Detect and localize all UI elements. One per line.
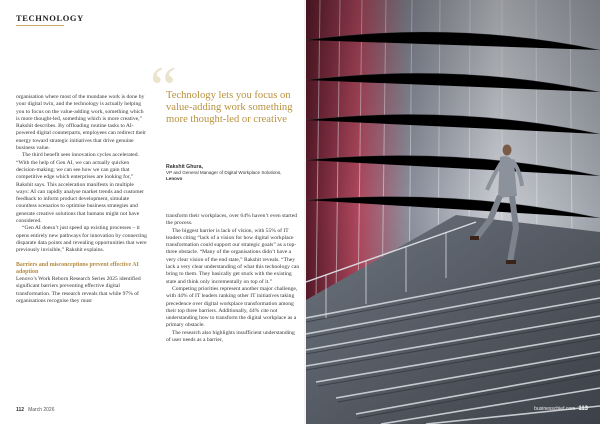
- spine-gutter: [304, 0, 308, 424]
- page-number-left: 112: [16, 407, 25, 413]
- footer-left: [16, 407, 54, 413]
- paragraph: The biggest barrier is lack of vision, with 55% of IT leaders citing “lack of a vision for how digital workplace transformation could support our strategic goals” as a top-three obstacle. “Many of the organisations didn’t have a very clear vision of the end state,” Rakshit reveals. “They lack a very clear understanding of what this technology can bring to them. They basically get stuck with the existing state and think only incrementally on top of it.”: [166, 227, 300, 285]
- pull-quote: Technology lets you focus on value-adding work something more thought-led or creative: [166, 90, 293, 126]
- website: businesschief.com: [534, 406, 576, 412]
- attribution-title: VP and General Manager of Digital Workplace Solutions,: [166, 170, 282, 175]
- article-column-1: [16, 94, 148, 305]
- paragraph: transform their workplaces, over 64% haven’t even started the process.: [166, 213, 297, 227]
- quote-mark-icon: “: [150, 55, 177, 121]
- footer-right: [534, 406, 588, 412]
- man-climbing-stairs-photo: [306, 0, 600, 424]
- quote-attribution: [166, 164, 306, 182]
- article-column-2: [166, 213, 300, 344]
- page-number-right: 113: [578, 406, 588, 412]
- paragraph: The third benefit sees innovation cycles accelerated. “With the help of Gen AI, we can actually quicken decision-making; we can see how we can gain that competitive edge which enterprises are looking for,” Rakshit says. This acceleration manifests in multiple ways: AI can rapidly analyse market trends and customer feedback to inform product development, simulate countless scenarios to optimise business strategies and generate creative solutions that humans might not have considered.: [16, 152, 144, 225]
- header-rule: [16, 25, 64, 26]
- paragraph: The research also highlights insufficient understanding of user needs as a barrier,: [166, 329, 295, 344]
- attribution-company: Lenovo: [166, 176, 183, 181]
- paragraph: “Gen AI doesn’t just speed up existing processes – it opens entirely new pathways for innovation by connecting disparate data points and revealing opportunities that were previously invisible,” Rakshit explains.: [16, 225, 147, 254]
- section-header: TECHNOLOGY: [16, 13, 84, 23]
- attribution-name: Rakshit Ghura,: [166, 164, 203, 170]
- issue-date: March 2026: [28, 407, 55, 413]
- paragraph: Lenovo’s Work Reborn Research Series 2025 identified significant barriers preventing effective digital transformation. The research reveals that while 97% of organisations recognise they must: [16, 276, 141, 305]
- paragraph: organisation where most of the mundane work is done by your digital twin, and the technology is actually helping you to focus on the value-adding work, something which is more thought-led, something which is more creative,” Rakshit describes. By offloading routine tasks to AI-powered digital counterparts, employees can redirect their energy toward strategic initiatives that drive genuine business value.: [16, 94, 147, 152]
- subheading: Barriers and misconceptions prevent effective AI adoption: [16, 261, 139, 275]
- paragraph: Competing priorities represent another major challenge, with 44% of IT leaders ranking other IT initiatives taking precedence over digital workplace transformation among their top three barriers. Additionally, 44% cite not understanding how to transform the digital workplace as a primary obstacle.: [166, 285, 298, 329]
